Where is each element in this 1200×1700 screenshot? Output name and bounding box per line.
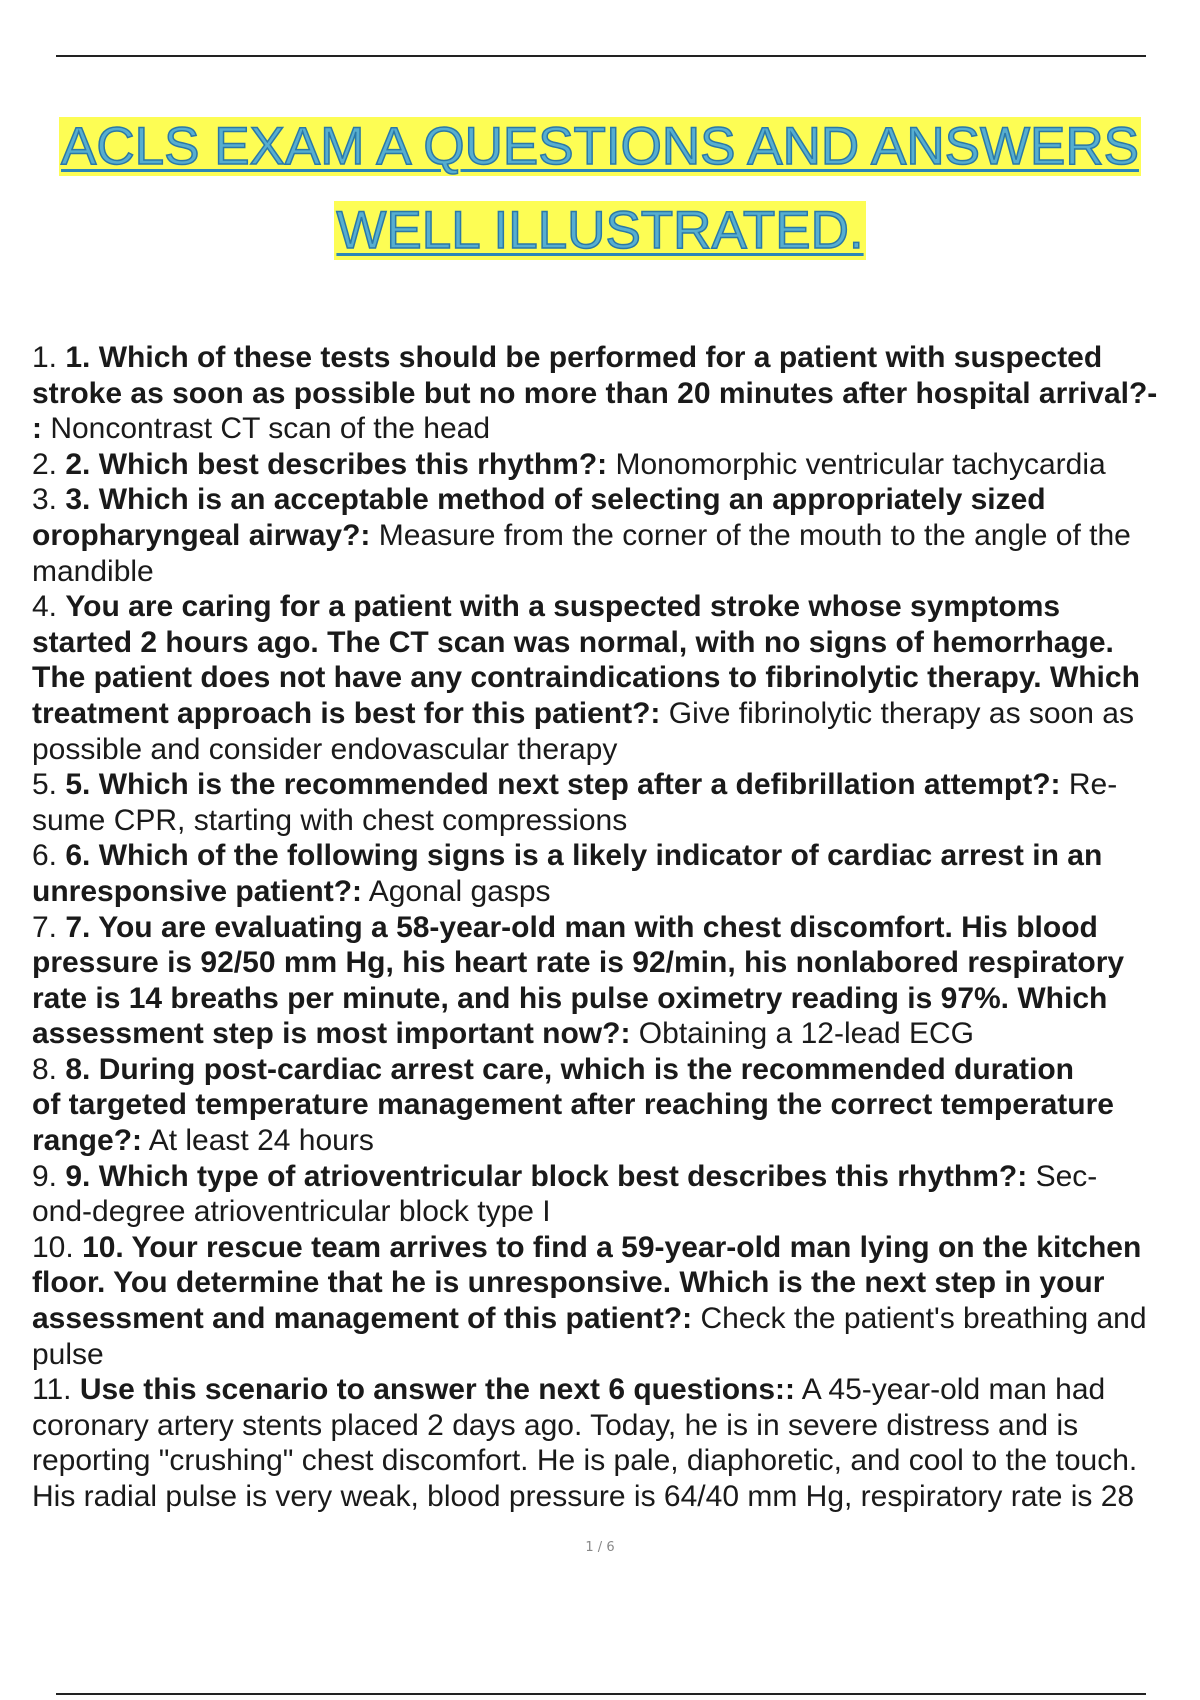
question-text: started 2 hours ago. The CT scan was normal, with no signs of hemorrhage. <box>32 625 1114 659</box>
item-number: 10. <box>32 1230 74 1264</box>
item-number: 9. <box>32 1159 58 1193</box>
page-number: 1 / 6 <box>585 1540 615 1555</box>
question-text: unresponsive patient?: <box>32 874 363 908</box>
qa-line <box>32 1052 1200 1088</box>
answer-text: pulse <box>32 1337 104 1371</box>
title-text-2: WELL ILLUSTRATED. <box>336 201 864 260</box>
item-number: 3. <box>32 483 58 517</box>
qa-line <box>32 1016 1200 1052</box>
header-rule <box>56 55 1146 57</box>
qa-line <box>32 910 1200 946</box>
answer-text: A 45-year-old man had <box>795 1373 1106 1407</box>
question-text: 7. You are evaluating a 58-year-old man with chest discomfort. His blood <box>65 910 1098 944</box>
qa-line <box>32 1479 1200 1515</box>
question-text: of targeted temperature management after reaching the correct temperature <box>32 1088 1114 1122</box>
qa-line <box>32 767 1200 803</box>
answer-text: At least 24 hours <box>142 1124 374 1158</box>
qa-line <box>32 1159 1200 1195</box>
qa-line <box>32 945 1200 981</box>
qa-line <box>32 874 1200 910</box>
qa-line <box>32 447 1200 483</box>
qa-line <box>32 1123 1200 1159</box>
question-list <box>32 340 1200 1515</box>
answer-text: ond-degree atrioventricular block type I <box>32 1195 551 1229</box>
qa-line <box>32 1443 1200 1479</box>
question-text: assessment step is most important now?: <box>32 1017 631 1051</box>
qa-line <box>32 1301 1200 1337</box>
answer-text: coronary artery stents placed 2 days ago. Today, he is in severe distress and is <box>32 1408 1079 1442</box>
qa-item <box>32 482 1200 589</box>
qa-line <box>32 518 1200 554</box>
answer-text: Sec- <box>1027 1159 1098 1193</box>
answer-text <box>71 1373 79 1406</box>
title-text-1: ACLS EXAM A QUESTIONS AND ANSWERS <box>61 117 1139 176</box>
question-text: 8. During post-cardiac arrest care, which is the recommended duration <box>65 1052 1074 1086</box>
qa-item <box>32 767 1200 838</box>
item-number: 1. <box>32 341 58 374</box>
qa-item <box>32 838 1200 909</box>
question-text: 5. Which is the recommended next step after a defibrillation attempt?: <box>65 768 1061 802</box>
qa-line <box>32 1408 1200 1444</box>
qa-line <box>32 589 1200 625</box>
answer-text: Agonal gasps <box>362 874 551 908</box>
question-text: 6. Which of the following signs is a likely indicator of cardiac arrest in an <box>65 839 1103 873</box>
question-text: assessment and management of this patient?: <box>32 1302 693 1336</box>
question-text: You are caring for a patient with a suspected stroke whose symptoms <box>65 590 1061 624</box>
answer-text: Obtaining a 12-lead ECG <box>630 1017 975 1051</box>
answer-text: sume CPR, starting with chest compressions <box>32 803 628 837</box>
question-text: 9. Which type of atrioventricular block best describes this rhythm?: <box>65 1159 1028 1193</box>
answer-text: mandible <box>32 554 154 588</box>
qa-line <box>32 981 1200 1017</box>
question-text: 3. Which is an acceptable method of selecting an appropriately sized <box>65 483 1046 517</box>
qa-item <box>32 910 1200 1052</box>
item-number: 2. <box>32 447 58 481</box>
qa-line <box>32 732 1200 768</box>
question-text: : <box>32 412 42 446</box>
item-number: 7. <box>32 910 58 944</box>
question-text: pressure is 92/50 mm Hg, his heart rate is 92/min, his nonlabored respiratory <box>32 946 1125 980</box>
footer-rule <box>56 1693 1146 1695</box>
qa-line <box>32 1372 1200 1408</box>
qa-line <box>32 1230 1200 1266</box>
item-number: 11. <box>32 1373 72 1407</box>
qa-line <box>32 1265 1200 1301</box>
qa-item <box>32 340 1200 447</box>
qa-line <box>32 1194 1200 1230</box>
qa-item <box>32 1230 1200 1372</box>
qa-line <box>32 803 1200 839</box>
qa-line <box>32 625 1200 661</box>
answer-text: Give fibrinolytic therapy as soon as <box>660 696 1134 730</box>
qa-line <box>32 482 1200 518</box>
question-text: 10. Your rescue team arrives to find a 59-year-old man lying on the kitchen <box>82 1230 1142 1264</box>
answer-text: Re- <box>1060 768 1118 802</box>
item-number: 5. <box>32 768 58 802</box>
qa-line <box>32 554 1200 590</box>
question-text: treatment approach is best for this patient?: <box>32 696 661 730</box>
item-number: 8. <box>32 1052 58 1086</box>
qa-line <box>32 1087 1200 1123</box>
qa-item <box>32 447 1200 483</box>
answer-text: Noncontrast CT scan of the head <box>42 412 491 446</box>
qa-line <box>32 340 1200 376</box>
question-text: Use this scenario to answer the next 6 questions:: <box>79 1373 796 1407</box>
question-text: 2. Which best describes this rhythm?: <box>65 447 608 481</box>
qa-item <box>32 1372 1200 1514</box>
qa-line <box>32 660 1200 696</box>
question-text: oropharyngeal airway?: <box>32 518 371 552</box>
item-number: 6. <box>32 839 58 873</box>
document-title-line-2 <box>0 196 1200 266</box>
answer-text: Measure from the corner of the mouth to the angle of the <box>370 518 1131 552</box>
answer-text: possible and consider endovascular therapy <box>32 732 618 766</box>
qa-item <box>32 1159 1200 1230</box>
qa-line <box>32 1337 1200 1373</box>
question-text: The patient does not have any contraindications to fibrinolytic therapy. Which <box>32 661 1140 695</box>
question-text: stroke as soon as possible but no more than 20 minutes after hospital arrival?- <box>32 376 1158 410</box>
answer-text: Check the patient's breathing and <box>692 1302 1147 1336</box>
qa-item <box>32 1052 1200 1159</box>
answer-text: reporting "crushing" chest discomfort. He is pale, diaphoretic, and cool to the touch. <box>32 1444 1138 1478</box>
qa-item <box>32 589 1200 767</box>
answer-text: Monomorphic ventricular tachycardia <box>607 447 1106 481</box>
qa-line <box>32 696 1200 732</box>
qa-line <box>32 838 1200 874</box>
qa-line <box>32 411 1200 447</box>
question-text: 1. Which of these tests should be performed for a patient with suspected <box>65 341 1103 374</box>
question-text: range?: <box>32 1124 143 1158</box>
qa-line <box>32 376 1200 412</box>
item-number: 4. <box>32 590 58 624</box>
question-text: rate is 14 breaths per minute, and his pulse oximetry reading is 97%. Which <box>32 981 1108 1015</box>
answer-text: His radial pulse is very weak, blood pressure is 64/40 mm Hg, respiratory rate is 28 <box>32 1480 1135 1513</box>
answer-text <box>74 1231 82 1264</box>
question-text: floor. You determine that he is unresponsive. Which is the next step in your <box>32 1266 1105 1300</box>
document-title-line-1 <box>0 112 1200 182</box>
